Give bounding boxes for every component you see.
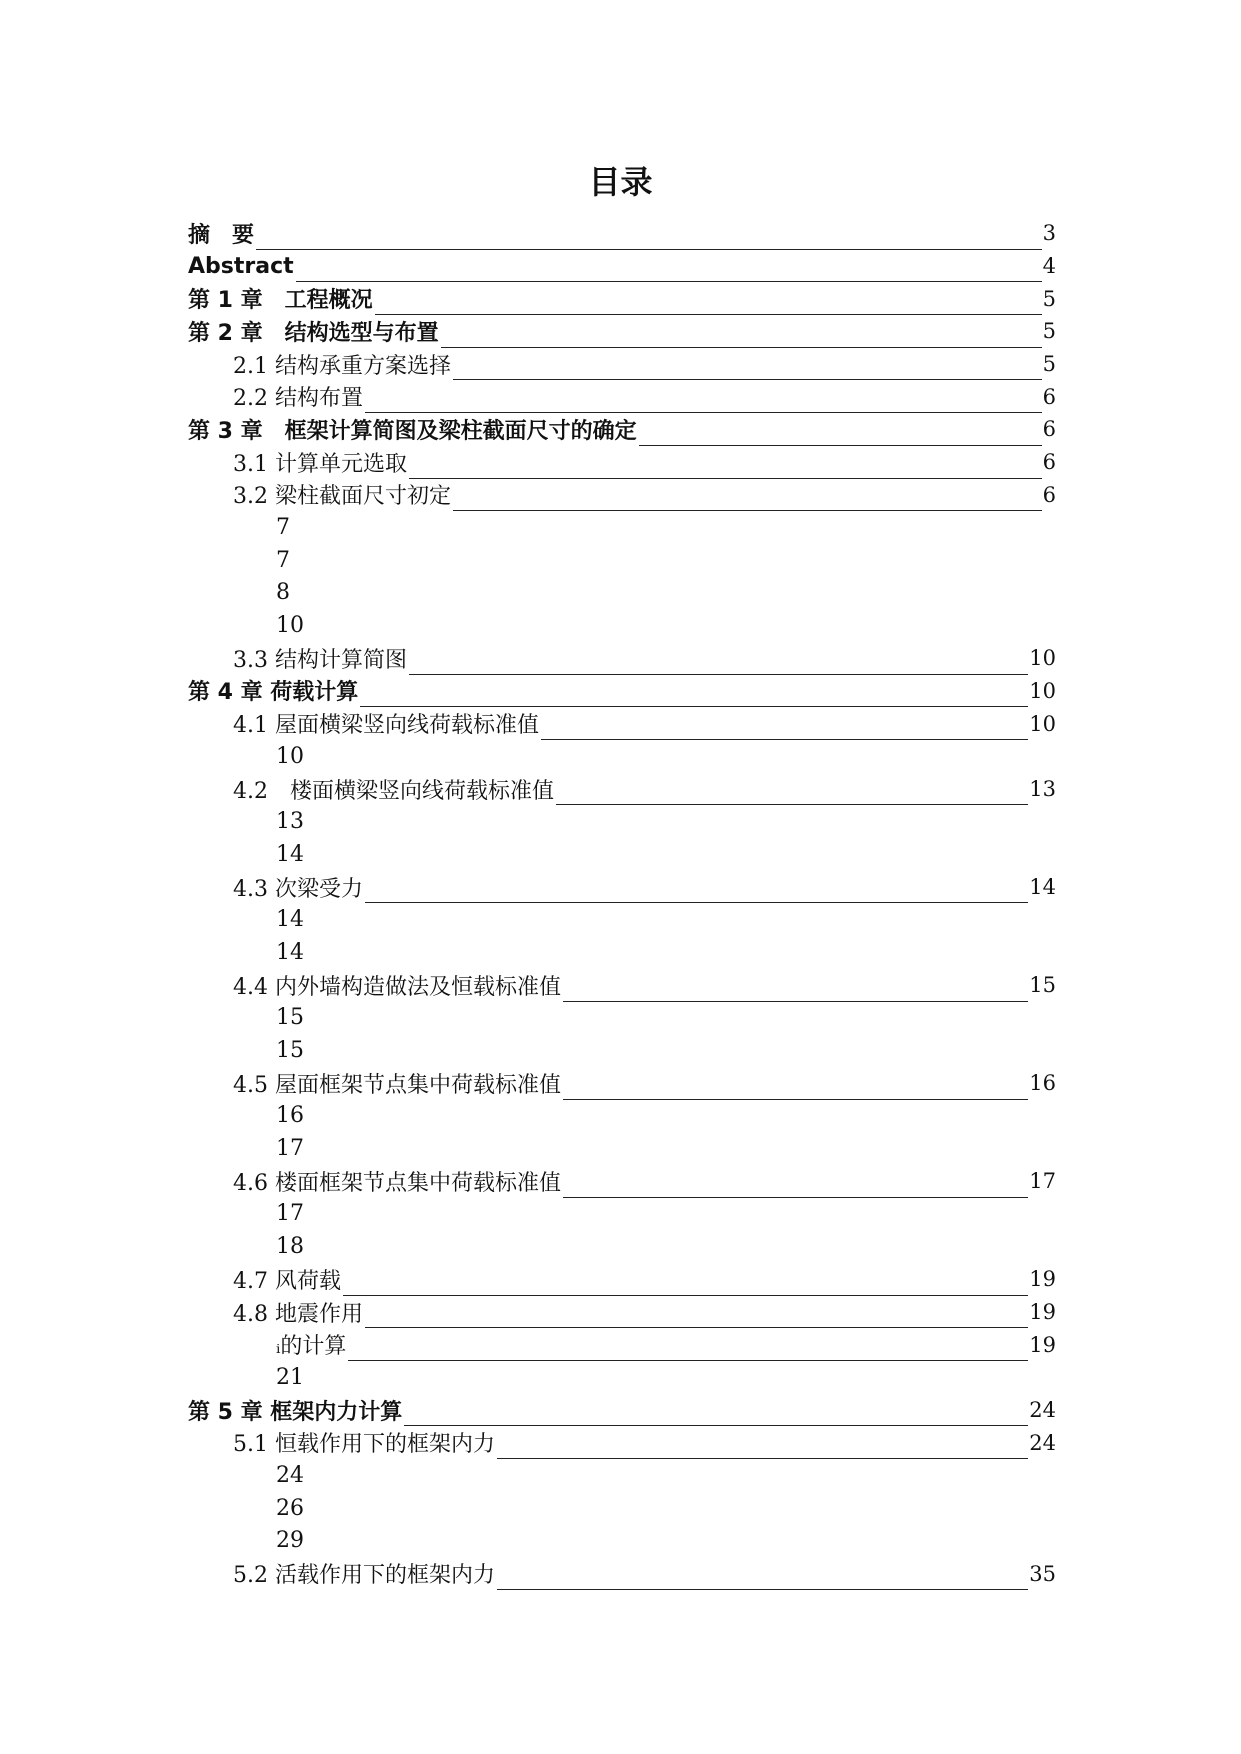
- toc-page-number: 17: [1029, 1169, 1056, 1194]
- toc-entry[interactable]: [188, 511, 1056, 544]
- toc-page-number: 5: [1042, 319, 1056, 344]
- toc-entry[interactable]: [188, 609, 1056, 642]
- toc-entry-label: 15: [276, 1005, 304, 1031]
- toc-entry-label: 4.1 屋面横梁竖向线荷载标准值: [233, 713, 539, 739]
- toc-entry[interactable]: [188, 642, 1056, 675]
- toc-entry-label: 5.2 活载作用下的框架内力: [233, 1563, 495, 1589]
- toc-leader-line: [497, 1569, 1028, 1590]
- toc-entry-label: 2.2 结构布置: [233, 386, 363, 412]
- toc-entry-label: 26: [276, 1495, 304, 1521]
- toc-leader-line: [365, 392, 1042, 413]
- toc-leader-line: [360, 686, 1028, 707]
- toc-entry[interactable]: [188, 282, 1056, 315]
- toc-entry-label: 14: [276, 907, 304, 933]
- toc-entry[interactable]: [188, 217, 1056, 250]
- toc-page-number: 13: [1029, 777, 1056, 802]
- toc-leader-line: [343, 1275, 1028, 1296]
- toc-entry[interactable]: [188, 1165, 1056, 1198]
- toc-entry[interactable]: [188, 1263, 1056, 1296]
- toc-leader-line: [404, 1405, 1028, 1426]
- toc-entry[interactable]: [188, 479, 1056, 512]
- toc-entry-label: 摘 要: [188, 222, 255, 248]
- toc-entry-label: 3.3 结构计算简图: [233, 647, 407, 673]
- toc-page-number: 6: [1042, 482, 1056, 507]
- toc-entry-label: 4.7 风荷载: [233, 1268, 341, 1294]
- toc-entry[interactable]: [188, 1296, 1056, 1329]
- toc-page-number: 14: [1029, 875, 1056, 900]
- toc-entry[interactable]: [188, 1198, 1056, 1231]
- toc-entry-label: 17: [276, 1201, 304, 1227]
- toc-entry-label: 18: [276, 1234, 304, 1260]
- toc-entry-label: 8: [276, 580, 290, 606]
- toc-leader-line: [453, 359, 1042, 380]
- toc-entry[interactable]: [188, 1034, 1056, 1067]
- toc-entry-label: 21: [276, 1364, 304, 1390]
- toc-entry[interactable]: [188, 936, 1056, 969]
- toc-entry-label: 4.8 地震作用: [233, 1301, 363, 1327]
- toc-entry[interactable]: [188, 1394, 1056, 1427]
- toc-entry[interactable]: [188, 903, 1056, 936]
- toc-entry[interactable]: [188, 250, 1056, 283]
- toc-entry-label: 4.4 内外墙构造做法及恒载标准值: [233, 974, 561, 1000]
- toc-leader-line: [365, 882, 1028, 903]
- toc-entry-label: 第 2 章 结构选型与布置: [188, 320, 439, 346]
- toc-entry[interactable]: [188, 1525, 1056, 1558]
- toc-page-number: 10: [1029, 711, 1056, 736]
- toc-entry-label: 4.6 楼面框架节点集中荷载标准值: [233, 1170, 561, 1196]
- toc-entry-label: 3.2 梁柱截面尺寸初定: [233, 484, 451, 510]
- toc-entry[interactable]: [188, 838, 1056, 871]
- toc-entry[interactable]: [188, 1328, 1056, 1361]
- toc-page-number: 24: [1029, 1398, 1056, 1423]
- toc-entry[interactable]: [188, 805, 1056, 838]
- toc-entry-label: 10: [276, 743, 304, 769]
- toc-entry-label: 5.1 恒载作用下的框架内力: [233, 1432, 495, 1458]
- toc-entry[interactable]: [188, 413, 1056, 446]
- toc-leader-line: [563, 1177, 1028, 1198]
- toc-leader-line: [256, 229, 1042, 250]
- toc-page-number: 19: [1029, 1332, 1056, 1357]
- toc-page-number: 3: [1042, 221, 1056, 246]
- toc-leader-line: [453, 490, 1042, 511]
- toc-entry[interactable]: [188, 1067, 1056, 1100]
- toc-leader-line: [563, 1079, 1028, 1100]
- toc-leader-line: [409, 654, 1028, 675]
- toc-entry[interactable]: [188, 1132, 1056, 1165]
- toc-entry-label: 14: [276, 939, 304, 965]
- toc-page-number: 10: [1029, 646, 1056, 671]
- toc-entry-label: 第 1 章 工程概况: [188, 288, 373, 314]
- toc-entry-label: 4.2 楼面横梁竖向线荷载标准值: [233, 778, 554, 804]
- toc-entry-label: 29: [276, 1528, 304, 1554]
- toc-entry[interactable]: [188, 871, 1056, 904]
- toc-leader-line: [409, 458, 1042, 479]
- toc-leader-line: [348, 1340, 1028, 1361]
- toc-entry[interactable]: [188, 1361, 1056, 1394]
- toc-entry[interactable]: [188, 1002, 1056, 1035]
- toc-entry[interactable]: [188, 707, 1056, 740]
- toc-leader-line: [563, 981, 1028, 1002]
- toc-entry-label: 7: [276, 515, 290, 541]
- toc-entry-label: 4.3 次梁受力: [233, 876, 363, 902]
- toc-entry[interactable]: [188, 1459, 1056, 1492]
- toc-leader-line: [556, 784, 1028, 805]
- toc-leader-line: [497, 1438, 1028, 1459]
- toc-entry[interactable]: [188, 315, 1056, 348]
- table-of-contents: [188, 217, 1056, 1590]
- toc-entry-label: 15: [276, 1038, 304, 1064]
- toc-entry-label: Abstract: [188, 253, 294, 279]
- toc-entry[interactable]: [188, 1492, 1056, 1525]
- toc-page-number: 5: [1042, 352, 1056, 377]
- toc-page-number: 6: [1042, 417, 1056, 442]
- toc-entry[interactable]: [188, 446, 1056, 479]
- toc-leader-line: [441, 327, 1042, 348]
- toc-leader-line: [365, 1307, 1028, 1328]
- toc-page-number: 5: [1042, 286, 1056, 311]
- toc-entry[interactable]: [188, 577, 1056, 610]
- toc-entry-label: 第 5 章 框架内力计算: [188, 1399, 403, 1425]
- toc-entry-label: 24: [276, 1462, 304, 1488]
- toc-entry-label: 第 3 章 框架计算简图及梁柱截面尺寸的确定: [188, 418, 637, 444]
- toc-entry[interactable]: [188, 1230, 1056, 1263]
- toc-page-number: 6: [1042, 450, 1056, 475]
- toc-entry[interactable]: [188, 740, 1056, 773]
- toc-page-number: 15: [1029, 973, 1056, 998]
- toc-page-number: 19: [1029, 1300, 1056, 1325]
- toc-page-number: 6: [1042, 384, 1056, 409]
- page-title: 目录: [588, 163, 653, 201]
- toc-leader-line: [541, 719, 1028, 740]
- toc-entry-label: 4.5 屋面框架节点集中荷载标准值: [233, 1072, 561, 1098]
- toc-entry-label: 17: [276, 1136, 304, 1162]
- toc-page-number: 16: [1029, 1071, 1056, 1096]
- toc-entry-label: 3.1 计算单元选取: [233, 451, 407, 477]
- toc-entry[interactable]: [188, 380, 1056, 413]
- toc-entry[interactable]: [188, 773, 1056, 806]
- toc-entry-label: 14: [276, 841, 304, 867]
- toc-leader-line: [375, 294, 1042, 315]
- toc-entry[interactable]: [188, 675, 1056, 708]
- toc-entry-label: 7: [276, 547, 290, 573]
- toc-leader-line: [639, 425, 1042, 446]
- toc-entry-label: 2.1 结构承重方案选择: [233, 353, 451, 379]
- toc-entry[interactable]: [188, 1557, 1056, 1590]
- toc-entry-label: 13: [276, 809, 304, 835]
- toc-entry[interactable]: [188, 1426, 1056, 1459]
- toc-entry[interactable]: [188, 1100, 1056, 1133]
- toc-entry-label: ᵢ的计算: [276, 1334, 347, 1360]
- toc-page-number: 35: [1029, 1561, 1056, 1586]
- toc-page-number: 10: [1029, 678, 1056, 703]
- toc-page-number: 19: [1029, 1267, 1056, 1292]
- toc-page-number: 24: [1029, 1430, 1056, 1455]
- toc-page-number: 4: [1042, 254, 1056, 279]
- toc-entry[interactable]: [188, 969, 1056, 1002]
- toc-entry-label: 10: [276, 613, 304, 639]
- toc-entry-label: 第 4 章 荷载计算: [188, 680, 359, 706]
- toc-entry-label: 16: [276, 1103, 304, 1129]
- toc-leader-line: [296, 261, 1042, 282]
- toc-entry[interactable]: [188, 544, 1056, 577]
- toc-entry[interactable]: [188, 348, 1056, 381]
